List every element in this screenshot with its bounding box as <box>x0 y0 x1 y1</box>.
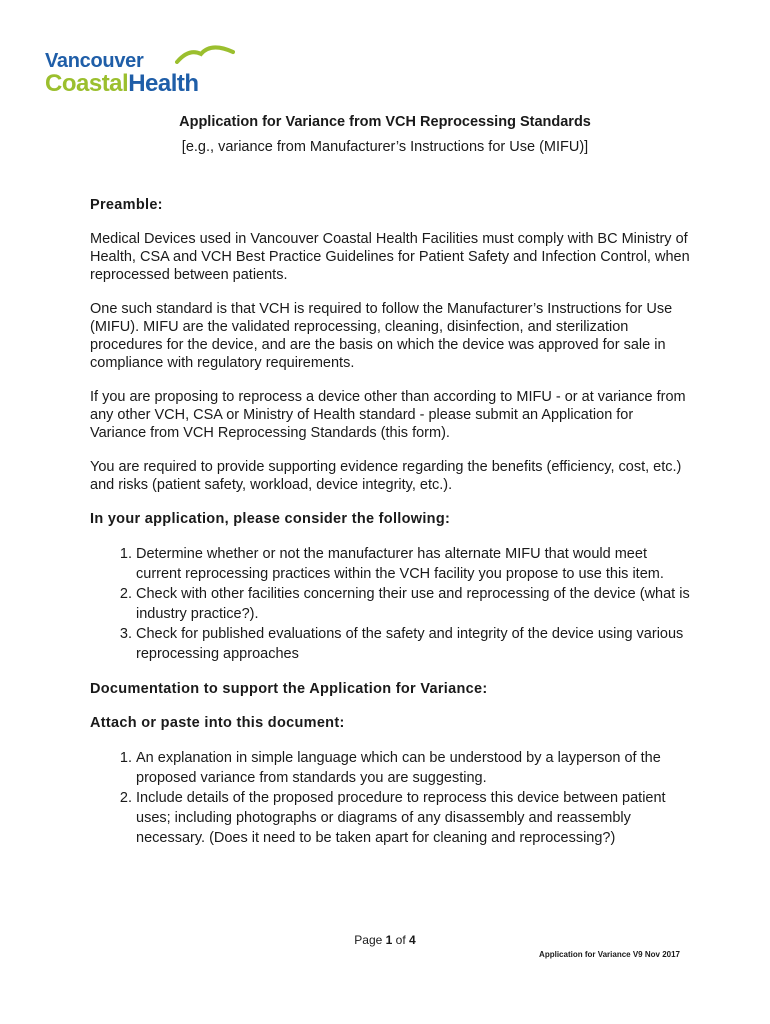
page-word: Page <box>354 933 383 947</box>
document-subtitle: [e.g., variance from Manufacturer’s Instructions for Use (MIFU)] <box>181 139 589 155</box>
logo-text-coastal-health <box>45 70 199 98</box>
page-total: 4 <box>409 933 416 947</box>
list-item: 2. Check with other facilities concerning their use and reprocessing of the device (what is industry practice?). <box>136 584 690 624</box>
attach-heading: Attach or paste into this document: <box>90 715 345 731</box>
paragraph: If you are proposing to reprocess a device other than according to MIFU - or at variance from any other VCH, CSA or Ministry of Health standard - please submit an Application for Variance from VCH Reprocessing Standards (this form). <box>90 389 686 441</box>
of-word: of <box>395 933 406 947</box>
paragraph: One such standard is that VCH is required to follow the Manufacturer’s Instructions for Use (MIFU). MIFU are the validated reprocessing, cleaning, disinfection, and sterilization procedures for the device, and are the basis on which the device was approved for sale in compliance with regulatory requirements. <box>90 301 673 371</box>
document-title: Application for Variance from VCH Reprocessing Standards <box>179 114 591 130</box>
paragraph: Medical Devices used in Vancouver Coastal Health Facilities must comply with BC Ministry of Health, CSA and VCH Best Practice Guidelines for Patient Safety and Infection Control, when reprocessed between patients. <box>90 231 690 283</box>
logo-text-coastal: Coastal <box>45 70 129 97</box>
page-number <box>0 933 770 947</box>
logo-text-health: Health <box>128 70 199 97</box>
list-item: 1. An explanation in simple language which can be understood by a layperson of the proposed variance from standards you are suggesting. <box>136 748 690 788</box>
consider-list <box>90 544 690 664</box>
list-item: 1. Determine whether or not the manufacturer has alternate MIFU that would meet current reprocessing practices within the VCH facility you propose to use this item. <box>136 544 690 584</box>
document-body <box>90 196 690 864</box>
list-item: 2. Include details of the proposed procedure to reprocess this device between patient uses; including photographs or diagrams of any disassembly and reassembly necessary. (Does it need to be taken apart for cleaning and reprocessing?) <box>136 788 690 848</box>
page-current: 1 <box>385 933 393 947</box>
version-label: Application for Variance V9 Nov 2017 <box>539 950 680 959</box>
paragraph: You are required to provide supporting evidence regarding the benefits (efficiency, cost, etc.) and risks (patient safety, workload, device integrity, etc.). <box>90 459 682 493</box>
attach-list <box>90 748 690 848</box>
vch-logo <box>45 42 235 98</box>
mountain-logo-icon <box>175 42 235 64</box>
preamble-heading: Preamble: <box>90 197 163 213</box>
consider-heading: In your application, please consider the following: <box>90 511 451 527</box>
logo-text-vancouver: Vancouver <box>45 50 144 72</box>
list-item: 3. Check for published evaluations of the safety and integrity of the device using various reprocessing approaches <box>136 624 690 664</box>
documentation-heading: Documentation to support the Application for Variance: <box>90 681 488 697</box>
